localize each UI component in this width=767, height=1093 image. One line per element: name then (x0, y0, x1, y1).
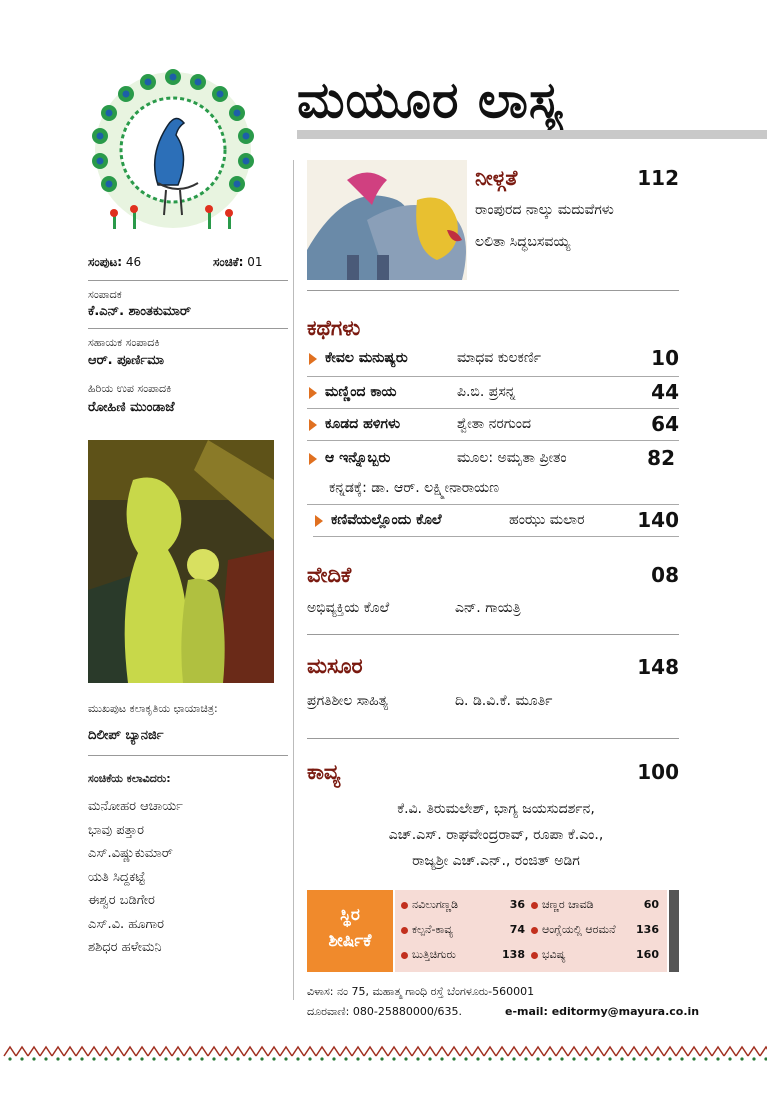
list-item: ಈಶ್ವರ ಬಡಿಗೇರ (88, 893, 155, 908)
issue-number: 01 (247, 255, 263, 269)
senior-editor-label: ಹಿರಿಯ ಉಪ ಸಂಪಾದಕಿ (88, 382, 172, 395)
border-motif (664, 1047, 676, 1056)
email-link[interactable]: editormy@mayura.co.in (551, 1005, 700, 1018)
masura-page-number: 148 (637, 655, 679, 679)
border-motif (256, 1047, 268, 1056)
border-dot (164, 1057, 167, 1060)
border-motif (760, 1047, 767, 1056)
border-dot (248, 1057, 251, 1060)
border-motif (364, 1047, 376, 1056)
story-author: ಶ್ವೇತಾ ನರಗುಂದ (457, 416, 532, 432)
border-motif (712, 1047, 724, 1056)
bullet-icon (531, 952, 538, 959)
border-dot (296, 1057, 299, 1060)
border-dot (608, 1057, 611, 1060)
kavya-page-number: 100 (637, 760, 679, 784)
border-dot (380, 1057, 383, 1060)
border-dot (356, 1057, 359, 1060)
feature-page-number: 112 (637, 166, 679, 190)
border-motif (196, 1047, 208, 1056)
border-motif (100, 1047, 112, 1056)
divider (88, 755, 288, 756)
feature-title: ರಾಂಪುರದ ನಾಲ್ಕು ಮದುವೆಗಳು (475, 202, 614, 218)
divider (313, 536, 679, 537)
border-motif (268, 1047, 280, 1056)
list-item[interactable] (313, 508, 679, 536)
border-motif (148, 1047, 160, 1056)
border-dot (92, 1057, 95, 1060)
border-dot (488, 1057, 491, 1060)
bullet-icon (401, 952, 408, 959)
border-dot (20, 1057, 23, 1060)
border-dot (200, 1057, 203, 1060)
border-dot (536, 1057, 539, 1060)
border-motif (412, 1047, 424, 1056)
bullet-icon (531, 927, 538, 934)
border-motif (184, 1047, 196, 1056)
masura-section-heading: ಮಸೂರ (307, 654, 363, 678)
border-motif (676, 1047, 688, 1056)
cover-artwork-image (88, 440, 274, 683)
border-motif (376, 1047, 388, 1056)
border-dot (44, 1057, 47, 1060)
border-dot (668, 1057, 671, 1060)
poets-line: ಎಚ್.ಎಸ್. ರಾಘವೇಂದ್ರರಾವ್, ರೂಪಾ ಕೆ.ಎಂ., (388, 827, 604, 843)
editor-name: ಕೆ.ಎನ್. ಶಾಂತಕುಮಾರ್ (88, 304, 191, 319)
border-motif (160, 1047, 172, 1056)
border-dot (140, 1057, 143, 1060)
kavya-section-heading: ಕಾವ್ಯ (307, 760, 341, 784)
vedike-author: ಎನ್. ಗಾಯತ್ರಿ (455, 600, 521, 616)
border-motif (4, 1047, 16, 1056)
fixed-columns-box (307, 890, 679, 972)
triangle-bullet-icon (309, 353, 317, 365)
border-dot (212, 1057, 215, 1060)
border-motif (76, 1047, 88, 1056)
border-motif (544, 1047, 556, 1056)
column-divider (293, 160, 294, 1000)
triangle-bullet-icon (309, 387, 317, 399)
story-author: ಹಂಝು ಮಲಾರ (509, 512, 585, 528)
border-motif (52, 1047, 64, 1056)
border-dot (104, 1057, 107, 1060)
story-author: ಪಿ.ಬಿ. ಪ್ರಸನ್ನ (457, 384, 516, 400)
border-dot (344, 1057, 347, 1060)
decorative-border (0, 1040, 767, 1064)
border-dot (548, 1057, 551, 1060)
peacock-logo-icon (88, 65, 258, 240)
story-title: ಆ ಇನ್ನೊಬ್ಬರು (325, 450, 391, 466)
border-dot (404, 1057, 407, 1060)
fixed-columns-list (395, 890, 667, 972)
list-item[interactable]: ಆಂಗ್ಲೆಯಲ್ಲಿ ಆರಮನೆ 136 (531, 921, 661, 945)
border-motif (724, 1047, 736, 1056)
story-title: ಮಣ್ಣಿಂದ ಕಾಯ (325, 384, 397, 400)
border-dot (416, 1057, 419, 1060)
phone-text: ದೂರವಾಣಿ: 080-25880000/635. (307, 1005, 463, 1018)
cover-credit-name: ದಿಲೀಪ್ ಬ್ಯಾನರ್ಜಿ (88, 728, 164, 743)
kavya-poets (318, 796, 674, 874)
divider (307, 634, 679, 635)
list-item: ಎಸ್.ವಿ. ಹೂಗಾರ (88, 916, 165, 932)
vedike-page-number: 08 (651, 563, 679, 587)
border-motif (28, 1047, 40, 1056)
volume-number: 46 (125, 255, 142, 269)
divider (88, 328, 288, 329)
border-motif (112, 1047, 124, 1056)
list-item[interactable]: ಚಣ್ಣರ ಚಾವಡಿ 60 (531, 896, 661, 920)
fixed-columns-label: ಸ್ಥಿರ ಶೀರ್ಷಿಕೆ (307, 890, 393, 972)
divider (307, 408, 679, 409)
asst-editor-label: ಸಹಾಯಕ ಸಂಪಾದಕಿ (88, 336, 160, 349)
border-motif (472, 1047, 484, 1056)
list-item: ಎಸ್.ವಿಷ್ಣುಕುಮಾರ್ (88, 846, 173, 861)
border-motif (400, 1047, 412, 1056)
border-motif (328, 1047, 340, 1056)
border-motif (232, 1047, 244, 1056)
border-dot (644, 1057, 647, 1060)
asst-editor-name: ಆರ್. ಪೂರ್ಣಿಮಾ (88, 353, 165, 368)
border-dot (332, 1057, 335, 1060)
border-dot (68, 1057, 71, 1060)
list-item[interactable] (307, 446, 679, 502)
border-motif (136, 1047, 148, 1056)
border-motif (220, 1047, 232, 1056)
border-motif (532, 1047, 544, 1056)
masthead-bar (297, 130, 767, 139)
story-page-number: 82 (647, 446, 675, 470)
story-title: ಕೇವಲ ಮನುಷ್ಯರು (325, 350, 408, 366)
feature-section-heading: ನೀಳ್ಗತೆ (475, 166, 518, 190)
border-dot (572, 1057, 575, 1060)
editor-label: ಸಂಪಾದಕ (88, 288, 122, 301)
border-dot (476, 1057, 479, 1060)
list-item[interactable]: ನವಿಲುಗಣ್ಣಡಿ 36 (401, 896, 531, 920)
triangle-bullet-icon (315, 515, 323, 527)
border-dot (740, 1057, 743, 1060)
border-dot (452, 1057, 455, 1060)
border-dot (128, 1057, 131, 1060)
bullet-icon (531, 902, 538, 909)
box-edge (669, 890, 679, 972)
feature-illustration-image (307, 160, 467, 280)
triangle-bullet-icon (309, 453, 317, 465)
story-page-number: 44 (651, 380, 679, 404)
border-dot (440, 1057, 443, 1060)
border-dot (284, 1057, 287, 1060)
border-motif (292, 1047, 304, 1056)
list-item: ಭಾವು ಪತ್ತಾರ (88, 822, 144, 838)
border-motif (88, 1047, 100, 1056)
border-motif (508, 1047, 520, 1056)
border-motif (460, 1047, 472, 1056)
poets-line: ಕೆ.ವಿ. ತಿರುಮಲೇಶ್, ಭಾಗ್ಯ ಜಯಸುದರ್ಶನ, (397, 801, 595, 817)
border-dot (692, 1057, 695, 1060)
border-motif (388, 1047, 400, 1056)
border-dot (428, 1057, 431, 1060)
border-dot (464, 1057, 467, 1060)
border-dot (524, 1057, 527, 1060)
divider (307, 290, 679, 291)
stories-section-heading: ಕಥೆಗಳು (307, 316, 361, 340)
border-motif (616, 1047, 628, 1056)
border-dot (752, 1057, 755, 1060)
border-motif (628, 1047, 640, 1056)
border-motif (568, 1047, 580, 1056)
issue-number-label: ಸಂಚಿಕೆ: (213, 255, 244, 269)
list-item: ಮನೋಹರ ಆಚಾರ್ಯ (88, 799, 183, 814)
border-dot (176, 1057, 179, 1060)
list-item: ಶಶಿಧರ ಹಳೇಮನಿ (88, 940, 162, 955)
story-page-number: 140 (637, 508, 679, 532)
border-dot (56, 1057, 59, 1060)
border-motif (688, 1047, 700, 1056)
border-motif (424, 1047, 436, 1056)
border-motif (280, 1047, 292, 1056)
bullet-icon (401, 927, 408, 934)
story-page-number: 10 (651, 346, 679, 370)
border-motif (496, 1047, 508, 1056)
divider (307, 440, 679, 441)
border-motif (700, 1047, 712, 1056)
story-title: ಕಣಿವೆಯಲ್ಲೊಂದು ಕೊಲೆ (331, 512, 442, 528)
border-motif (484, 1047, 496, 1056)
list-item[interactable]: ಬುತ್ತಿಚಿಗುರು 138 (401, 946, 531, 970)
border-dot (320, 1057, 323, 1060)
border-motif (340, 1047, 352, 1056)
border-dot (368, 1057, 371, 1060)
border-motif (16, 1047, 28, 1056)
divider (307, 376, 679, 377)
border-dot (500, 1057, 503, 1060)
border-motif (244, 1047, 256, 1056)
masura-title: ಪ್ರಗತಿಶೀಲ ಸಾಹಿತ್ಯ (307, 693, 389, 709)
story-page-number: 64 (651, 412, 679, 436)
issue-info (88, 255, 288, 270)
list-item[interactable]: ಭವಿಷ್ಯ 160 (531, 946, 661, 970)
border-dot (260, 1057, 263, 1060)
story-author: ಮಾಧವ ಕುಲಕರ್ಣಿ (457, 350, 542, 366)
border-dot (680, 1057, 683, 1060)
border-motif (556, 1047, 568, 1056)
border-dot (584, 1057, 587, 1060)
border-dot (704, 1057, 707, 1060)
list-item[interactable]: ಕಲ್ಪನೆ-ಕಾವ್ಯ 74 (401, 921, 531, 945)
border-motif (580, 1047, 592, 1056)
email-label: e-mail: (505, 1005, 548, 1018)
divider (88, 280, 288, 281)
list-item[interactable] (307, 380, 679, 408)
border-motif (436, 1047, 448, 1056)
border-dot (560, 1057, 563, 1060)
border-motif (748, 1047, 760, 1056)
feature-author: ಲಲಿತಾ ಸಿದ್ಧಬಸವಯ್ಯ (475, 234, 571, 250)
border-dot (152, 1057, 155, 1060)
border-dot (224, 1057, 227, 1060)
artists-list (88, 795, 288, 960)
border-motif (304, 1047, 316, 1056)
address-text: ವಿಳಾಸ: ನಂ 75, ಮಹಾತ್ಮ ಗಾಂಧಿ ರಸ್ತೆ ಬೆಂಗಳೂರು-560001 (307, 985, 535, 998)
artists-label: ಸಂಚಿಕೆಯ ಕಲಾವಿದರು: (88, 772, 171, 785)
masura-author: ದಿ. ಡಿ.ವಿ.ಕೆ. ಮೂರ್ತಿ (455, 693, 553, 709)
border-motif (208, 1047, 220, 1056)
border-dot (188, 1057, 191, 1060)
border-dot (728, 1057, 731, 1060)
cover-credit-label: ಮುಖಪುಟ ಕಲಾಕೃತಿಯ ಛಾಯಾಚಿತ್ರ: (88, 702, 218, 715)
senior-editor-name: ರೋಹಿಣಿ ಮುಂಡಾಜೆ (88, 400, 175, 415)
border-motif (172, 1047, 184, 1056)
email-line (505, 1005, 699, 1018)
border-dot (236, 1057, 239, 1060)
border-motif (652, 1047, 664, 1056)
story-translator: ಕನ್ನಡಕ್ಕೆ: ಡಾ. ಆರ್. ಲಕ್ಷ್ಮೀನಾರಾಯಣ (329, 480, 500, 496)
divider (307, 738, 679, 739)
masthead-title: ಮಯೂರ ಲಾಸ್ಯ (297, 71, 564, 129)
border-motif (640, 1047, 652, 1056)
border-dot (512, 1057, 515, 1060)
border-dot (392, 1057, 395, 1060)
border-dot (596, 1057, 599, 1060)
vedike-section-heading: ವೇದಿಕೆ (307, 563, 352, 587)
border-motif (592, 1047, 604, 1056)
story-author: ಮೂಲ: ಅಮೃತಾ ಪ್ರೀತಂ (457, 450, 567, 466)
border-motif (448, 1047, 460, 1056)
vedike-title: ಅಭಿವ್ಯಕ್ತಿಯ ಕೊಲೆ (307, 600, 390, 616)
border-dot (632, 1057, 635, 1060)
list-item: ಯತಿ ಸಿದ್ದಕಟ್ಟೆ (88, 869, 146, 885)
bullet-icon (401, 902, 408, 909)
story-title: ಕೂಡದ ಹಳಿಗಳು (325, 416, 401, 432)
list-item[interactable] (307, 412, 679, 440)
poets-line: ರಾಜ್ಯಶ್ರೀ ಎಚ್.ಎನ್., ರಂಜಿತ್ ಅಡಿಗ (412, 853, 580, 869)
border-motif (316, 1047, 328, 1056)
border-dot (620, 1057, 623, 1060)
border-dot (656, 1057, 659, 1060)
border-dot (272, 1057, 275, 1060)
border-motif (520, 1047, 532, 1056)
border-dot (8, 1057, 11, 1060)
border-motif (352, 1047, 364, 1056)
volume-label: ಸಂಪುಟ: (88, 255, 123, 269)
border-motif (64, 1047, 76, 1056)
border-dot (32, 1057, 35, 1060)
divider (307, 504, 679, 505)
list-item[interactable] (307, 346, 679, 374)
border-motif (124, 1047, 136, 1056)
border-dot (308, 1057, 311, 1060)
triangle-bullet-icon (309, 419, 317, 431)
border-dot (116, 1057, 119, 1060)
border-dot (716, 1057, 719, 1060)
border-motif (736, 1047, 748, 1056)
border-motif (604, 1047, 616, 1056)
border-dot (80, 1057, 83, 1060)
border-motif (40, 1047, 52, 1056)
